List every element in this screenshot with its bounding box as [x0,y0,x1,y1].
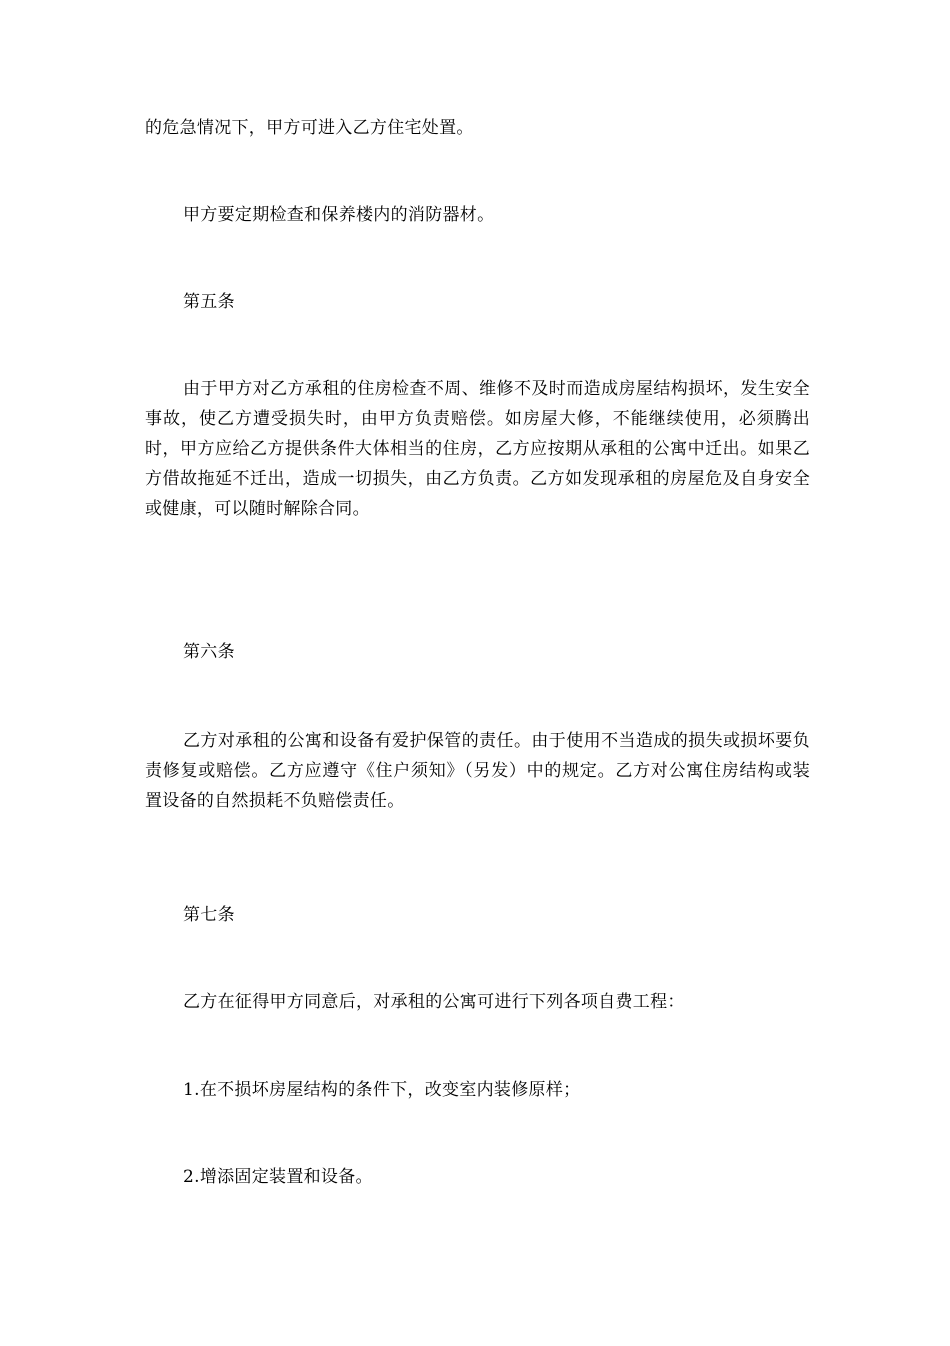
article-heading-7: 第七条 [183,905,235,925]
article-heading-5: 第五条 [183,292,235,312]
paragraph-article-5: 由于甲方对乙方承租的住房检查不周、维修不及时而造成房屋结构损坏，发生安全事故，使乙方遭受损失时，由甲方负责赔偿。如房屋大修，不能继续使用，必须腾出时，甲方应给乙方提供条件大体相当的住房，乙方应按期从承租的公寓中迁出。如果乙方借故拖延不迁出，造成一切损失，由乙方负责。乙方如发现承租的房屋危及自身安全或健康，可以随时解除合同。 [145,379,810,519]
list-item-1: 1.在不损坏房屋结构的条件下，改变室内装修原样； [183,1080,581,1100]
paragraph-fire-equipment: 甲方要定期检查和保养楼内的消防器材。 [183,205,495,225]
paragraph-article-6: 乙方对承租的公寓和设备有爱护保管的责任。由于使用不当造成的损失或损坏要负责修复或赔偿。乙方应遵守《住户须知》（另发）中的规定。乙方对公寓住房结构或装置设备的自然损耗不负赔偿责任。 [145,731,810,811]
paragraph-article-7: 乙方在征得甲方同意后，对承租的公寓可进行下列各项自费工程： [183,992,685,1012]
article-heading-6: 第六条 [183,642,235,662]
list-item-2: 2.增添固定装置和设备。 [183,1167,373,1187]
paragraph-continuation: 的危急情况下，甲方可进入乙方住宅处置。 [145,118,474,138]
